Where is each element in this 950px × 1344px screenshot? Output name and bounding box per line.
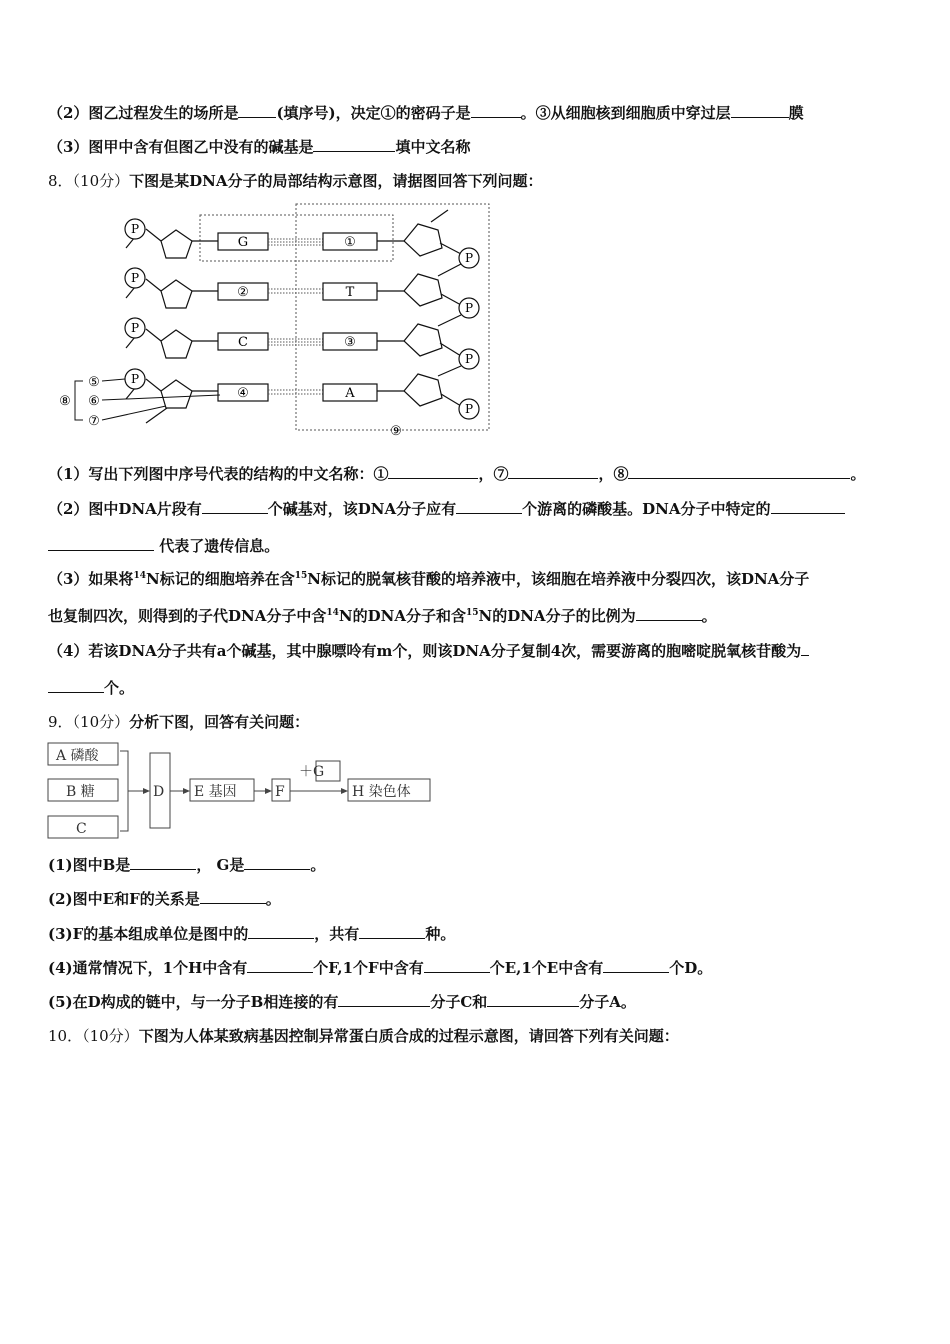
base-left-4: ④ (237, 386, 249, 401)
q9-stem (48, 712, 309, 732)
isotope-15: 15 (294, 571, 308, 581)
q8-sub2-cont (48, 535, 279, 556)
blank (487, 991, 579, 1007)
q8-3-text-f: N的DNA分子的比例为 (478, 607, 636, 625)
deoxyribose-left (161, 330, 192, 358)
q8-3-text-d: 也复制四次，则得到的子代DNA分子中含 (48, 607, 327, 625)
deoxyribose-right (404, 274, 442, 306)
q8-3-text-a: （3）如果将 (48, 570, 134, 588)
q9-4-text-d: 个D。 (669, 959, 713, 977)
blank (238, 102, 276, 118)
q8-sub2 (48, 498, 845, 519)
label-7: ⑦ (88, 414, 100, 429)
q9-4-text-b: 个F,1个F中含有 (313, 959, 424, 977)
q7-p3-text-a: （3）图甲中含有但图乙中没有的碱基是 (48, 138, 314, 156)
q9-number: 9．（10分） (48, 713, 130, 731)
q9-1-text-b: ， G是 (196, 856, 245, 874)
base-left-1: G (237, 235, 249, 250)
q9-2-text-a: (2)图中E和F的关系是 (48, 890, 200, 908)
blank (48, 677, 104, 693)
q8-3-text-g: 。 (701, 607, 717, 625)
q10-stem (48, 1026, 679, 1046)
phosphate-label: P (464, 352, 474, 366)
q9-2-text-b: 。 (265, 890, 281, 908)
base-left-3: C (238, 335, 248, 350)
label-h-chromosome: H 染色体 (352, 784, 411, 800)
blank (202, 498, 268, 514)
q8-2-text-c: 个游离的磷酸基。DNA分子中特定的 (522, 500, 771, 518)
q8-sub4 (48, 640, 809, 661)
blank (456, 498, 522, 514)
base-right-2: T (345, 285, 355, 300)
q9-3-text-b: ，共有 (314, 925, 360, 943)
label-a-phosphate: A 磷酸 (56, 748, 99, 764)
blank (130, 854, 196, 870)
isotope-14: 14 (326, 608, 339, 618)
q9-1-text-c: 。 (310, 856, 326, 874)
q9-sub4 (48, 957, 712, 978)
q7-p2-text-a: （2）图乙过程发生的场所是 (48, 104, 239, 122)
q7-p2-text-d: 膜 (788, 104, 804, 122)
q8-sub1 (48, 463, 866, 484)
blank (771, 498, 845, 514)
q9-5-text-c: 分子A。 (579, 993, 636, 1011)
phosphate-label: P (130, 271, 140, 285)
q9-4-text-c: 个E,1个E中含有 (489, 959, 604, 977)
q8-4-text-a: （4）若该DNA分子共有a个碱基，其中腺嘌呤有m个，则该DNA分子复制4次，需要游离的胞嘧啶脱氧核苷酸为 (48, 642, 802, 660)
q9-1-text-a: (1)图中B是 (48, 856, 131, 874)
base-left-2: ② (237, 285, 249, 300)
blank (628, 463, 850, 479)
q8-1-text-d: 。 (850, 465, 866, 483)
label-e-gene: E 基因 (194, 784, 237, 800)
deoxyribose-right (404, 324, 442, 356)
phosphate-label: P (130, 321, 140, 335)
blank (359, 923, 425, 939)
q8-2-text-d: 代表了遗传信息。 (159, 537, 280, 555)
q8-sub4-cont (48, 677, 134, 698)
phosphate-label: P (130, 372, 140, 386)
label-b-sugar: B 糖 (66, 784, 95, 800)
deoxyribose-left (161, 380, 192, 408)
q8-stem-text: 下图是某DNA分子的局部结构示意图，请据图回答下列问题： (129, 172, 543, 190)
deoxyribose-left (161, 230, 192, 258)
blank (508, 463, 598, 479)
q8-1-text-a: （1）写出下列图中序号代表的结构的中文名称：① (48, 465, 389, 483)
q8-3-text-b: N标记的细胞培养在含 (145, 570, 295, 588)
q7-part2 (48, 102, 804, 123)
q9-4-text-a: (4)通常情况下，1个H中含有 (48, 959, 248, 977)
blank (636, 605, 702, 621)
q8-2-text-a: （2）图中DNA片段有 (48, 500, 202, 518)
q8-4-text-b: 个。 (104, 679, 135, 697)
gene-chromosome-diagram (44, 741, 434, 841)
q8-number: 8．（10分） (48, 172, 130, 190)
q7-p2-text-c: 。③从细胞核到细胞质中穿过层 (520, 104, 731, 122)
blank (603, 957, 669, 973)
q9-3-text-a: (3)F的基本组成单位是图中的 (48, 925, 249, 943)
q10-number: 10．（10分） (48, 1027, 139, 1045)
base-right-3: ③ (344, 335, 356, 350)
deoxyribose-right (404, 374, 442, 406)
blank (388, 463, 478, 479)
blank (424, 957, 490, 973)
q8-sub3-cont (48, 605, 717, 626)
q9-sub3 (48, 923, 455, 944)
q7-p2-text-b: (填序号)，决定①的密码子是 (276, 104, 471, 122)
isotope-14: 14 (133, 571, 146, 581)
blank (313, 136, 395, 152)
q7-part3 (48, 136, 470, 157)
phosphate-label: P (464, 251, 474, 265)
q9-3-text-c: 种。 (425, 925, 456, 943)
label-plus-g: ＋G (299, 764, 325, 780)
base-right-1: ① (344, 235, 356, 250)
q9-sub5 (48, 991, 636, 1012)
phosphate-label: P (130, 222, 140, 236)
q8-stem (48, 171, 543, 191)
blank (48, 535, 154, 551)
blank (801, 640, 809, 656)
base-right-4: A (345, 386, 355, 401)
label-f: F (275, 784, 285, 800)
label-c: C (76, 821, 87, 837)
blank (338, 991, 430, 1007)
q9-sub2 (48, 888, 281, 909)
q9-5-text-a: (5)在D构成的链中，与一分子B相连接的有 (48, 993, 339, 1011)
q9-sub1 (48, 854, 325, 875)
q9-5-text-b: 分子C和 (430, 993, 488, 1011)
q8-sub3 (48, 569, 809, 589)
blank (200, 888, 266, 904)
q10-stem-text: 下图为人体某致病基因控制异常蛋白质合成的过程示意图，请回答下列有关问题： (138, 1027, 679, 1045)
deoxyribose-right (404, 224, 442, 256)
q7-p3-text-b: 填中文名称 (395, 138, 471, 156)
phosphate-label: P (464, 402, 474, 416)
label-d: D (153, 784, 165, 800)
isotope-15: 15 (465, 608, 479, 618)
label-8: ⑧ (59, 394, 71, 409)
label-9: ⑨ (390, 424, 402, 439)
q8-1-text-c: ，⑧ (598, 465, 629, 483)
deoxyribose-left (161, 280, 192, 308)
blank (244, 854, 310, 870)
blank (248, 923, 314, 939)
blank (471, 102, 521, 118)
blank (247, 957, 313, 973)
label-6: ⑥ (88, 394, 100, 409)
blank (731, 102, 789, 118)
q9-stem-text: 分析下图，回答有关问题： (129, 713, 310, 731)
q8-3-text-e: N的DNA分子和含 (338, 607, 466, 625)
phosphate-label: P (464, 301, 474, 315)
q8-3-text-c: N标记的脱氧核苷酸的培养液中，该细胞在培养液中分裂四次，该DNA分子 (307, 570, 810, 588)
label-5: ⑤ (88, 375, 100, 390)
dna-structure-diagram (48, 198, 498, 443)
q8-1-text-b: ，⑦ (478, 465, 509, 483)
q8-2-text-b: 个碱基对，该DNA分子应有 (267, 500, 457, 518)
